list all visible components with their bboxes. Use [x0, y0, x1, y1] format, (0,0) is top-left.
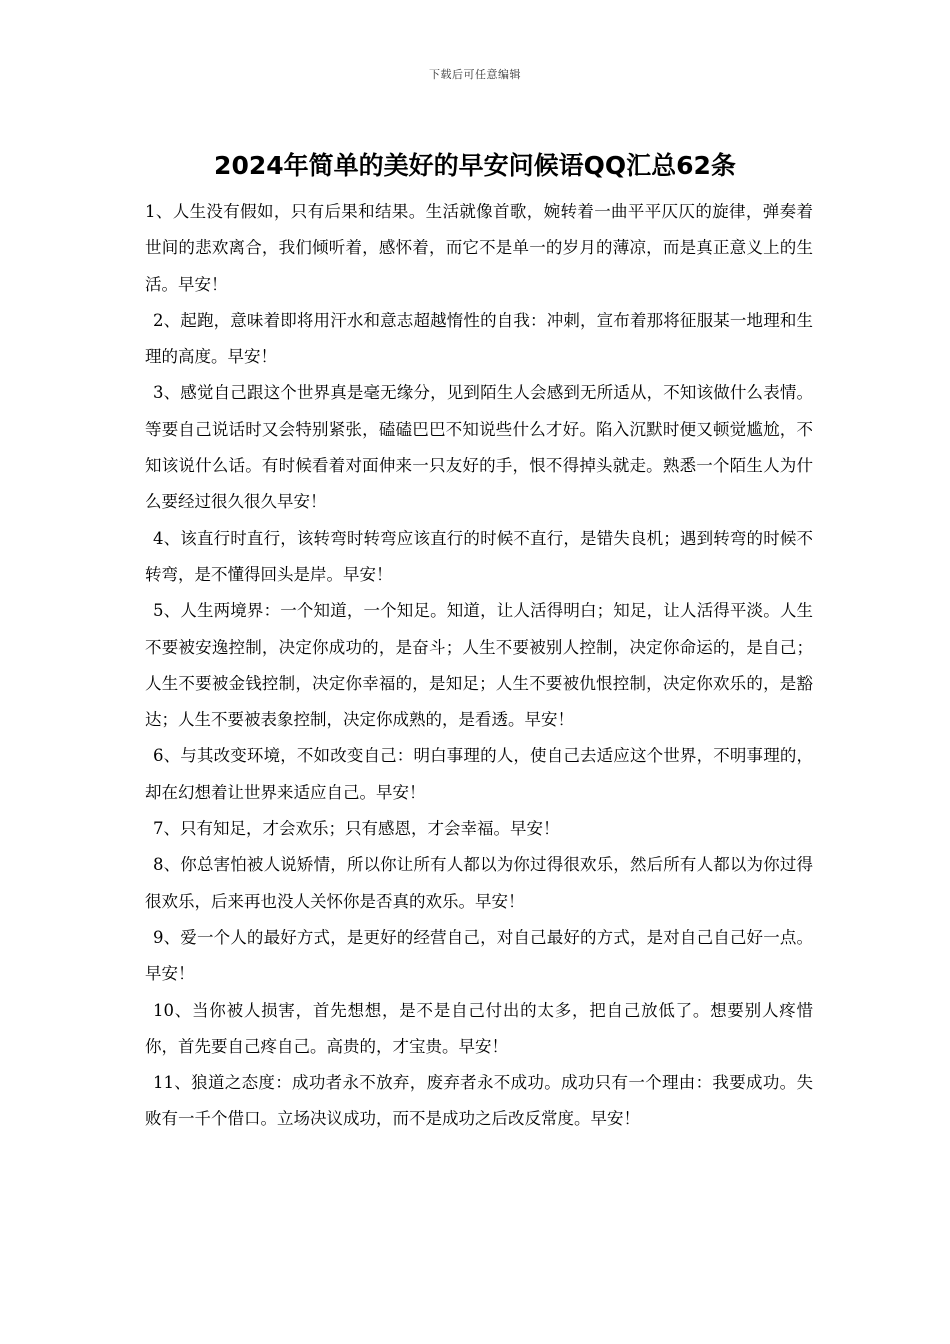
- list-item: 3、感觉自己跟这个世界真是毫无缘分，见到陌生人会感到无所适从，不知该做什么表情。等要自己说话时又会特别紧张，磕磕巴巴不知说些什么才好。陷入沉默时便又顿觉尴尬，不知该说什么话。有时候看着对面伸来一只友好的手，恨不得掉头就走。熟悉一个陌生人为什么要经过很久很久早安！: [145, 383, 813, 512]
- list-item: 5、人生两境界：一个知道，一个知足。知道，让人活得明白；知足，让人活得平淡。人生不要被安逸控制，决定你成功的，是奋斗；人生不要被别人控制，决定你命运的，是自己；人生不要被金钱控制，决定你幸福的，是知足；人生不要被仇恨控制，决定你欢乐的，是豁达；人生不要被表象控制，决定你成熟的，是看透。早安！: [145, 601, 813, 730]
- entry-list: [145, 194, 813, 1138]
- list-item: 6、与其改变环境，不如改变自己：明白事理的人，使自己去适应这个世界，不明事理的，却在幻想着让世界来适应自己。早安！: [145, 746, 813, 802]
- list-item: 1、人生没有假如，只有后果和结果。生活就像首歌，婉转着一曲平平仄仄的旋律，弹奏着世间的悲欢离合，我们倾听着，感怀着，而它不是单一的岁月的薄凉，而是真正意义上的生活。早安！: [145, 202, 813, 294]
- list-item: 9、爱一个人的最好方式，是更好的经营自己，对自己最好的方式，是对自己自己好一点。早安！: [145, 927, 813, 984]
- list-item: 2、起跑，意味着即将用汗水和意志超越惰性的自我：冲刺，宣布着那将征服某一地理和生理的高度。早安！: [145, 310, 813, 367]
- document-title: 2024年简单的美好的早安问候语QQ汇总62条: [214, 151, 736, 180]
- list-item: 4、该直行时直行，该转弯时转弯应该直行的时候不直行，是错失良机；遇到转弯的时候不转弯，是不懂得回头是岸。早安！: [145, 528, 813, 584]
- list-item: 10、当你被人损害，首先想想，是不是自己付出的太多，把自己放低了。想要别人疼惜你，首先要自己疼自己。高贵的，才宝贵。早安！: [145, 1000, 813, 1056]
- list-item: 11、狼道之态度：成功者永不放弃，废弃者永不成功。成功只有一个理由：我要成功。失败有一千个借口。立场决议成功，而不是成功之后改反常度。早安！: [145, 1073, 813, 1129]
- list-item: 7、只有知足，才会欢乐；只有感恩，才会幸福。早安！: [153, 819, 560, 839]
- header-note: 下载后可任意编辑: [429, 68, 521, 81]
- list-item: 8、你总害怕被人说矫情，所以你让所有人都以为你过得很欢乐，然后所有人都以为你过得很欢乐，后来再也没人关怀你是否真的欢乐。早安！: [145, 855, 813, 911]
